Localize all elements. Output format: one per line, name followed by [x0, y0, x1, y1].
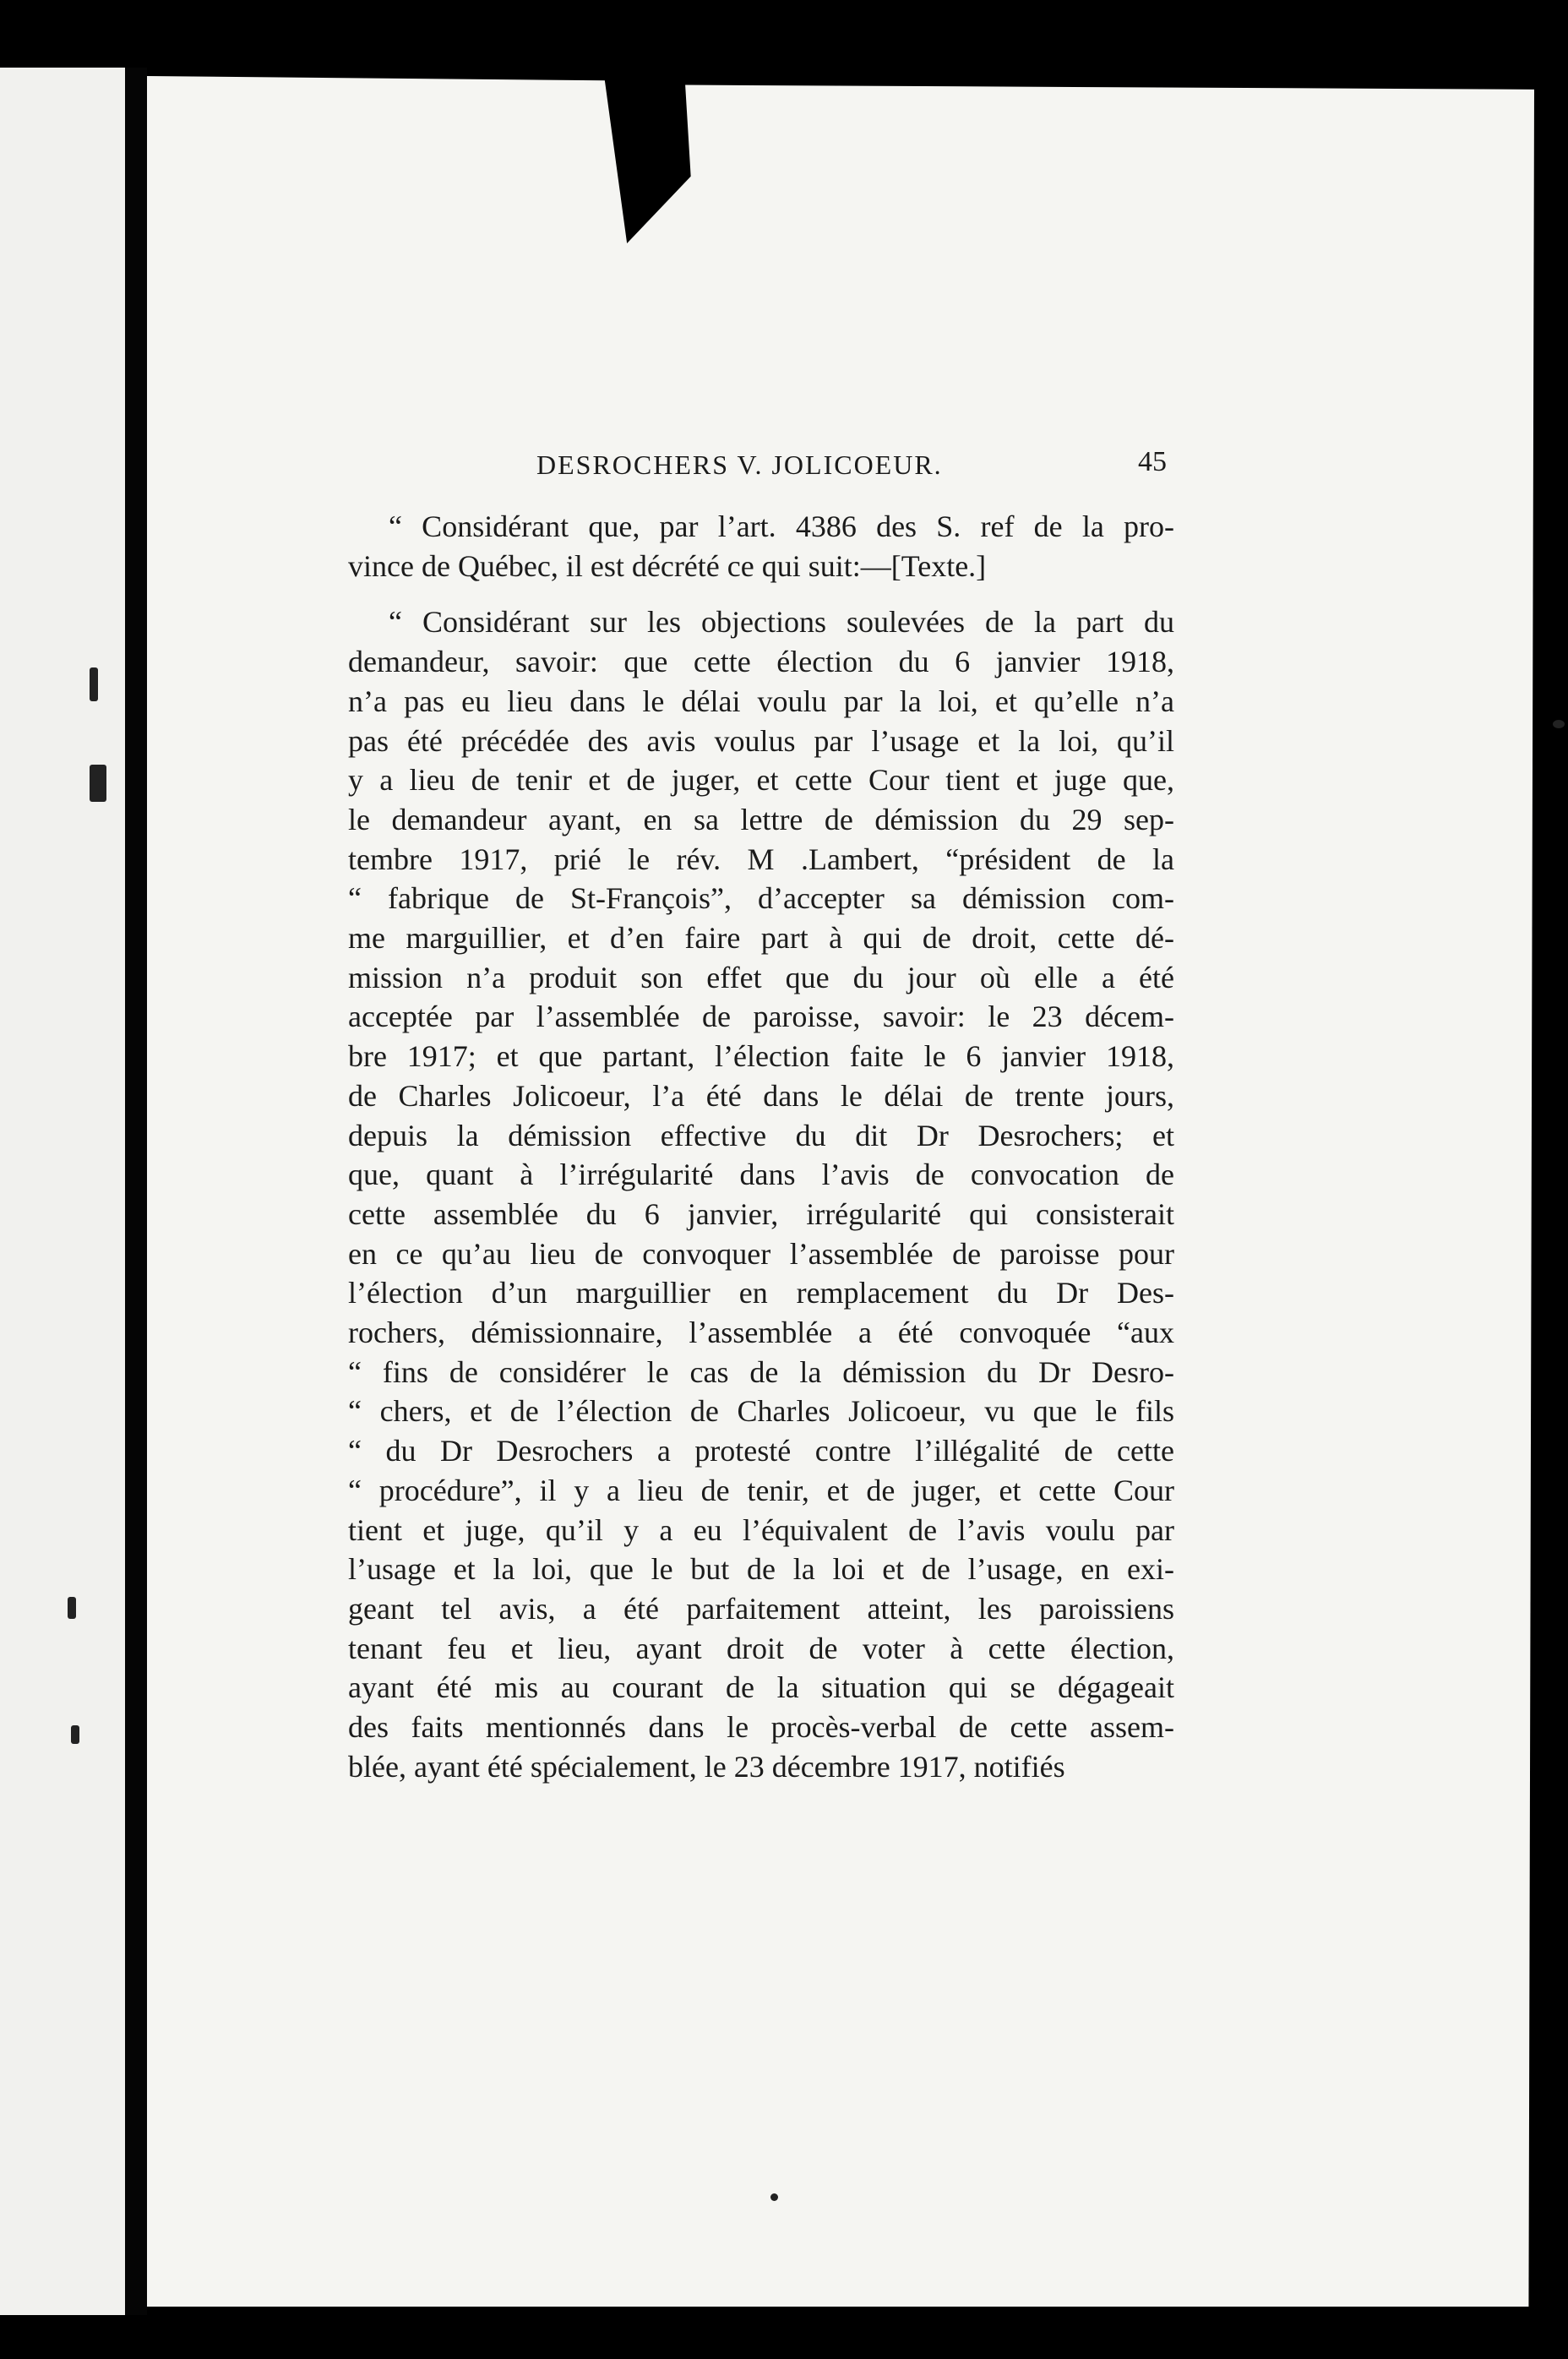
text-line: rochers, démissionnaire, l’assemblée a été convoquée “aux: [348, 1316, 1174, 1350]
ink-speck: [90, 765, 106, 802]
text-line: vince de Québec, il est décrété ce qui suit:—[Texte.]: [348, 548, 987, 583]
ink-speck: [770, 2193, 778, 2201]
text-line: de Charles Jolicoeur, l’a été dans le délai de trente jours,: [348, 1078, 1174, 1113]
text-line: blée, ayant été spécialement, le 23 décembre 1917, notifiés: [348, 1749, 1065, 1784]
text-line: le demandeur ayant, en sa lettre de démission du 29 sep-: [348, 802, 1174, 836]
text-line: cette assemblée du 6 janvier, irrégularité qui consisterait: [348, 1196, 1174, 1231]
text-line: bre 1917; et que partant, l’élection faite le 6 janvier 1918,: [348, 1039, 1174, 1074]
text-line: mission n’a produit son effet que du jour où elle a été: [348, 960, 1174, 994]
text-line: “ Considérant sur les objections soulevées de la part du: [389, 605, 1174, 640]
ink-speck: [68, 1597, 76, 1619]
text-line: l’usage et la loi, que le but de la loi et de l’usage, en exi-: [348, 1552, 1174, 1587]
text-line: me marguillier, et d’en faire part à qui de droit, cette dé-: [348, 921, 1174, 956]
ink-speck: [1553, 720, 1565, 728]
text-line: “ du Dr Desrochers a protesté contre l’illégalité de cette: [348, 1434, 1174, 1468]
text-line: “ fabrique de St-François”, d’accepter sa démission com-: [348, 881, 1174, 916]
facing-page-edge: [0, 68, 127, 2315]
ink-speck: [71, 1725, 79, 1744]
running-head: DESROCHERS V. JOLICOEUR.: [536, 449, 943, 480]
text-line: demandeur, savoir: que cette élection du 6 janvier 1918,: [348, 645, 1174, 679]
text-line: “ fins de considérer le cas de la démission du Dr Desro-: [348, 1354, 1174, 1389]
paragraph: [348, 507, 1174, 586]
text-line: acceptée par l’assemblée de paroisse, savoir: le 23 décem-: [348, 1000, 1174, 1034]
paragraph: [348, 602, 1174, 1786]
page-number: 45: [1138, 446, 1167, 477]
text-line: des faits mentionnés dans le procès-verbal de cette assem-: [348, 1710, 1174, 1745]
text-line: ayant été mis au courant de la situation qui se dégageait: [348, 1670, 1174, 1705]
text-line: que, quant à l’irrégularité dans l’avis de convocation de: [348, 1158, 1174, 1192]
ink-speck: [90, 667, 98, 701]
text-line: pas été précédée des avis voulus par l’usage et la loi, qu’il: [348, 723, 1174, 758]
text-line: en ce qu’au lieu de convoquer l’assemblée de paroisse pour: [348, 1236, 1174, 1271]
text-line: l’élection d’un marguillier en remplacement du Dr Des-: [348, 1276, 1174, 1310]
text-line: geant tel avis, a été parfaitement atteint, les paroissiens: [348, 1591, 1174, 1626]
text-line: tembre 1917, prié le rév. M .Lambert, “président de la: [348, 842, 1174, 876]
text-line: tient et juge, qu’il y a eu l’équivalent de l’avis voulu par: [348, 1512, 1174, 1547]
text-line: depuis la démission effective du dit Dr Desrochers; et: [348, 1118, 1174, 1152]
text-line: tenant feu et lieu, ayant droit de voter à cette élection,: [348, 1631, 1174, 1665]
text-line: “ procédure”, il y a lieu de tenir, et de juger, et cette Cour: [348, 1473, 1174, 1507]
page-body: [348, 507, 1174, 1787]
text-line: n’a pas eu lieu dans le délai voulu par la loi, et qu’elle n’a: [348, 684, 1174, 718]
text-line: “ chers, et de l’élection de Charles Jolicoeur, vu que le fils: [348, 1394, 1174, 1429]
book-gutter: [125, 68, 147, 2315]
text-line: “ Considérant que, par l’art. 4386 des S. ref de la pro-: [389, 509, 1174, 543]
text-line: y a lieu de tenir et de juger, et cette Cour tient et juge que,: [348, 763, 1174, 798]
